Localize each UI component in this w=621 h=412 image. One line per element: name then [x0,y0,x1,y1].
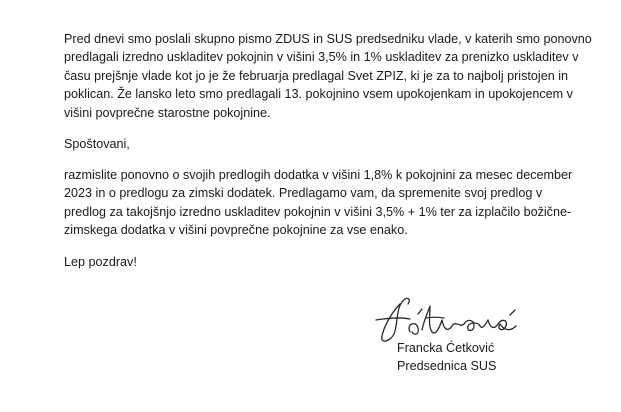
letter-paragraph-2 [64,166,573,240]
paragraph-line: zimskega dodatka v višini povprečne pokojnine za vse enako. [64,223,408,238]
signer-name: Francka Ćetković [397,341,495,355]
handwritten-signature [370,290,530,346]
paragraph-line: Pred dnevi smo poslali skupno pismo ZDUS in SUS predsedniku vlade, v katerih smo ponovno [64,32,592,46]
letter-paragraph-1 [64,30,592,122]
signer-title: Predsednica SUS [397,359,497,373]
paragraph-line: predlog za takojšnjo izredno uskladitev pokojnin v višini 3,5% + 1% ter za izplačilo božične- [64,204,572,219]
letter-closing: Lep pozdrav! [64,255,137,269]
paragraph-line: poklican. Že lansko leto smo predlagali 13. pokojnino vsem upokojenkam in upokojencem v [64,87,573,102]
paragraph-line: predlagali izredno uskladitev pokojnin v višini 3,5% in 1% uskladitev za prenizko uskladitev v [64,50,579,65]
paragraph-line: višini povprečne starostne pokojnine. [64,105,271,120]
paragraph-line: 2023 in o predlogu za zimski dodatek. Predlagamo vam, da spremenite svoj predlog v [64,186,543,201]
paragraph-line: razmislite ponovno o svojih predlogih dodatka v višini 1,8% k pokojnini za mesec december [64,168,573,182]
letter-greeting: Spoštovani, [64,137,130,151]
paragraph-line: času prejšnje vlade kot jo je že februarja predlagal Svet ZPIZ, ki je za to najbolj pristojen in [64,68,569,83]
